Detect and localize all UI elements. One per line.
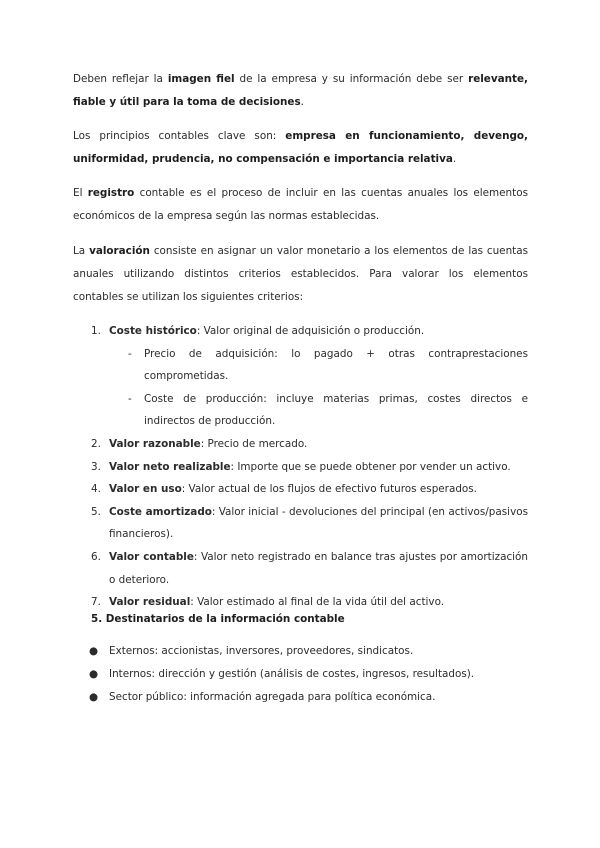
recipients-list bbox=[73, 640, 528, 709]
list-item: ● Externos: accionistas, inversores, proveedores, sindicatos. bbox=[89, 645, 414, 657]
list-item: ● Sector público: información agregada para política económica. bbox=[89, 691, 436, 703]
list-item: 7. Valor residual: Valor estimado al final de la vida útil del activo. bbox=[91, 596, 445, 609]
list-item: 4. Valor en uso: Valor actual de los flujos de efectivo futuros esperados. bbox=[91, 483, 477, 496]
paragraph-valoracion: La valoración consiste en asignar un valor monetario a los elementos de las cuentas anuales utilizando distintos criterios establecidos. Para valorar los elementos contables se utilizan los siguientes criterios: bbox=[73, 245, 529, 303]
paragraph-imagen-fiel: Deben reflejar la imagen fiel de la empresa y su información debe ser relevante, fiable y útil para la toma de decisiones. bbox=[73, 73, 529, 108]
paragraph-principios: Los principios contables clave son: empresa en funcionamiento, devengo, uniformidad, prudencia, no compensación e importancia relativa. bbox=[73, 130, 528, 165]
section-heading: 5. Destinatarios de la información contable bbox=[91, 613, 345, 625]
criteria-list bbox=[73, 320, 528, 614]
list-item: 2. Valor razonable: Precio de mercado. bbox=[91, 437, 308, 450]
list-item: 1. Coste histórico: Valor original de adquisición o producción. bbox=[91, 325, 425, 337]
list-item: 5. Coste amortizado: Valor inicial - devoluciones del principal (en activos/pasivos financieros). bbox=[91, 505, 528, 541]
list-item: ● Internos: dirección y gestión (análisis de costes, ingresos, resultados). bbox=[89, 668, 475, 680]
list-item: 3. Valor neto realizable: Importe que se puede obtener por vender un activo. bbox=[91, 460, 511, 473]
sub-list-item: - Precio de adquisición: lo pagado + otras contraprestaciones comprometidas. bbox=[128, 347, 528, 383]
list-item: 6. Valor contable: Valor neto registrado en balance tras ajustes por amortización o deterioro. bbox=[91, 550, 528, 586]
paragraph-registro: El registro contable es el proceso de incluir en las cuentas anuales los elementos económicos de la empresa según las normas establecidas. bbox=[73, 187, 528, 222]
sub-list-item: - Coste de producción: incluye materias primas, costes directos e indirectos de producción. bbox=[128, 392, 528, 428]
